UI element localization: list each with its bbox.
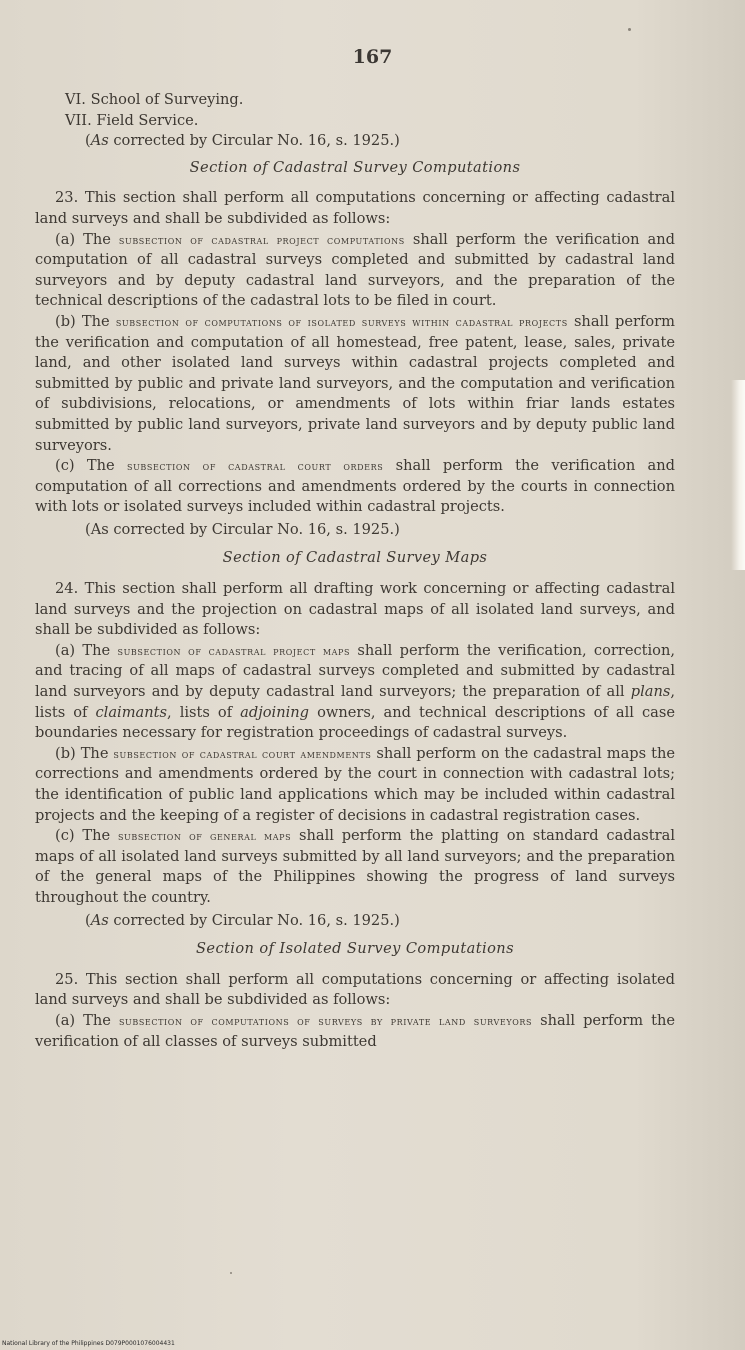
subsection-name: subsection of computations of isolated surveys within cadastral projects [115, 314, 568, 329]
item-label: (c) The [55, 457, 127, 475]
item-label: (b) The [55, 312, 116, 330]
paragraph-24b [35, 744, 675, 826]
item-label: (c) The [55, 827, 118, 845]
italic-term: plans [630, 683, 671, 701]
paragraph-24c [35, 826, 675, 908]
scan-credit: National Library of the Philippines D079P0001076004431 [2, 1340, 175, 1347]
italic-term: adjoining [240, 703, 310, 721]
item-text: owners, and technical descriptions of all case boundaries necessary for registration proceedings of cadastral surveys. [35, 703, 675, 742]
item-label: (a) The [55, 641, 118, 659]
paragraph-24a [35, 641, 675, 744]
item-text: shall perform the verification and computation of all cadastral surveys completed and submitted by cadastral land surveyors and by deputy cadastral land surveyors, and the preparation of the technical descriptions of the cadastral lots to be filed in court. [35, 230, 676, 310]
subsection-name: subsection of computations of surveys by private land surveyors [118, 1013, 533, 1028]
item-label: (a) The [55, 230, 119, 248]
amendment-note [85, 131, 675, 152]
list-item-vii: VII. Field Service. [65, 111, 199, 129]
page-edge-highlight [731, 380, 745, 570]
note-open: ( [85, 911, 91, 929]
item-text: shall perform on the cadastral maps the corrections and amendments ordered by the court in connection with cadastral lots; the identification of public land applications which may be included within cadastral projects and the keeping of a register of decisions in cadastral registration cases. [35, 744, 675, 824]
note-text: corrected by Circular No. 16, s. 1925.) [108, 911, 400, 929]
paragraph-23: 23. This section shall perform all computations concerning or affecting cadastral land surveys and shall be subdivided as follows: [35, 189, 675, 227]
item-label: (a) The [55, 1011, 119, 1029]
subsection-name: subsection of cadastral court orders [126, 459, 384, 474]
list-item-vi: VI. School of Surveying. [65, 91, 244, 108]
subsection-name: subsection of cadastral project maps [117, 643, 351, 658]
section-title: Section of Cadastral Survey Computations [189, 158, 521, 176]
paragraph-25: 25. This section shall perform all computations concerning or affecting isolated land surveys and shall be subdivided as follows: [35, 970, 675, 1009]
note-as: As [90, 132, 109, 150]
italic-term: claimants [95, 703, 167, 721]
amendment-note [85, 911, 675, 932]
note-as: As [90, 911, 109, 929]
item-text: shall perform the platting on standard cadastral maps of all isolated land surveys submitted by all land surveyors; and the preparation of the general maps of the Philippines showing the progress of land surveys throughout the country. [35, 827, 676, 906]
page-body [35, 88, 675, 1052]
page-number: 167 [352, 46, 393, 68]
paragraph-25a [35, 1011, 675, 1052]
paragraph-23a [35, 230, 675, 312]
subsection-name: subsection of cadastral project computations [118, 232, 405, 247]
item-text: , lists of [167, 703, 241, 721]
paragraph-23c [35, 456, 675, 518]
paragraph-23b [35, 312, 675, 456]
section-title: Section of Cadastral Survey Maps [222, 549, 488, 567]
item-text: shall perform the verification of all classes of surveys submitted [35, 1011, 675, 1050]
item-text: , lists of [35, 683, 675, 721]
item-label: (b) The [55, 744, 114, 762]
paper-speck [230, 1272, 232, 1274]
amendment-note: (As corrected by Circular No. 16, s. 1925.) [85, 520, 400, 538]
item-text: shall perform the verification and computation of all corrections and amendments ordered by the courts in connection with lots or isolated surveys included within cadastral projects. [35, 457, 675, 516]
note-open: ( [85, 132, 91, 150]
item-text: shall perform the verification, correction, and tracing of all maps of cadastral surveys completed and submitted by cadastral land surveyors and by deputy cadastral land surveyors; the preparation of all [35, 641, 676, 701]
paper-speck [628, 28, 631, 31]
item-text: shall perform the verification and computation of all homestead, free patent, lease, sales, private land, and other isolated land surveys within cadastral projects completed and submitted by public and private land surveyors, and the computation and verification of subdivisions, relocations, or amendments of lots within friar lands estates submitted by public land surveyors, private land surveyors and by deputy public land surveyors. [35, 312, 675, 454]
section-title: Section of Isolated Survey Computations [196, 940, 514, 958]
subsection-name: subsection of cadastral court amendments [113, 746, 372, 761]
subsection-name: subsection of general maps [117, 829, 292, 844]
paragraph-24: 24. This section shall perform all drafting work concerning or affecting cadastral land surveys and the projection on cadastral maps of all isolated land surveys, and shall be subdivided as follows: [35, 580, 675, 639]
note-text: corrected by Circular No. 16, s. 1925.) [108, 132, 400, 150]
